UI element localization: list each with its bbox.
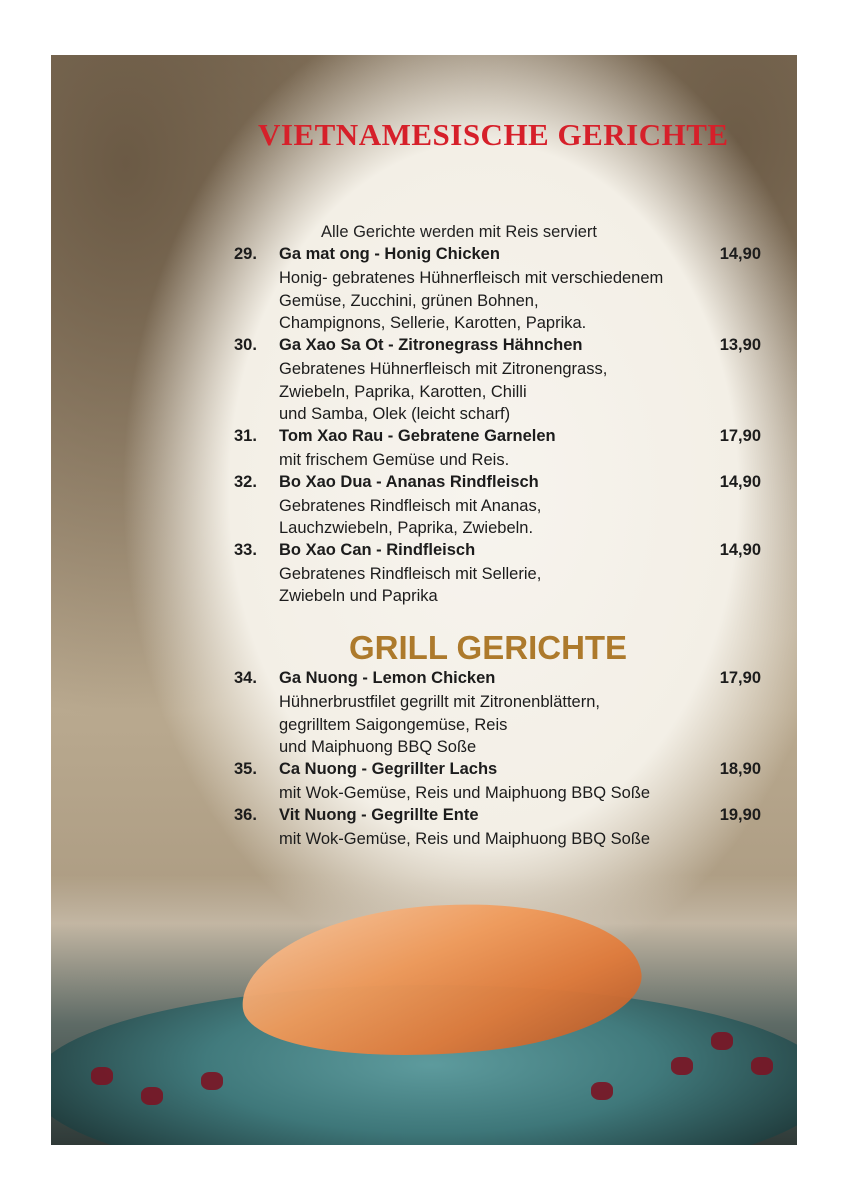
item-number: 29. (234, 245, 257, 263)
item-number: 35. (234, 760, 257, 778)
item-number: 31. (234, 427, 257, 445)
item-description: und Maiphuong BBQ Soße (279, 738, 477, 756)
menu-item-header (234, 427, 761, 449)
item-price: 19,90 (719, 805, 761, 824)
item-description: und Samba, Olek (leicht scharf) (279, 405, 511, 423)
item-name: Ga mat ong - Honig Chicken (279, 245, 500, 263)
item-number: 30. (234, 336, 257, 354)
item-name: Ga Nuong - Lemon Chicken (279, 669, 496, 687)
item-description: Gebratenes Rindfleisch mit Ananas, (279, 496, 542, 515)
item-price: 17,90 (719, 427, 761, 445)
item-name: Bo Xao Can - Rindfleisch (279, 540, 476, 559)
item-name: Tom Xao Rau - Gebratene Garnelen (279, 427, 556, 445)
item-description: mit Wok-Gemüse, Reis und Maiphuong BBQ Soße (279, 784, 651, 802)
section-title-grill: GRILL GERICHTE (349, 629, 628, 666)
item-price: 14,90 (719, 245, 761, 263)
item-description: Lauchzwiebeln, Paprika, Zwiebeln. (279, 519, 534, 537)
menu-item (234, 669, 761, 759)
item-name: Ga Xao Sa Ot - Zitronegrass Hähnchen (279, 336, 583, 354)
item-description: Champignons, Sellerie, Karotten, Paprika. (279, 314, 587, 332)
menu-item-header (234, 541, 761, 563)
menu-item-header (234, 806, 761, 828)
item-number: 34. (234, 669, 257, 687)
item-name: Vit Nuong - Gegrillte Ente (279, 805, 479, 824)
item-description: Zwiebeln, Paprika, Karotten, Chilli (279, 382, 527, 401)
menu-item-header (234, 760, 761, 782)
item-price: 14,90 (719, 540, 761, 559)
rice-note: Alle Gerichte werden mit Reis serviert (321, 223, 598, 241)
item-description: Gemüse, Zucchini, grünen Bohnen, (279, 291, 539, 310)
item-description: gegrilltem Saigongemüse, Reis (279, 715, 508, 734)
menu-item (234, 541, 761, 608)
menu-item (234, 245, 761, 335)
item-price: 18,90 (719, 760, 761, 778)
item-number: 36. (234, 805, 257, 824)
item-name: Bo Xao Dua - Ananas Rindfleisch (279, 472, 539, 491)
menu-item (234, 336, 761, 426)
item-price: 13,90 (719, 336, 761, 354)
menu-item-header (234, 473, 761, 495)
menu-item (234, 427, 761, 472)
menu-page (51, 55, 797, 1145)
item-description: Zwiebeln und Paprika (279, 587, 438, 606)
item-description: mit Wok-Gemüse, Reis und Maiphuong BBQ Soße (279, 829, 651, 848)
item-description: Honig- gebratenes Hühnerfleisch mit verschiedenem (279, 269, 664, 287)
menu-item (234, 760, 761, 805)
menu-item-header (234, 336, 761, 358)
item-description: Hühnerbrustfilet gegrillt mit Zitronenblättern, (279, 693, 600, 711)
menu-item (234, 473, 761, 540)
item-number: 33. (234, 540, 257, 559)
item-name: Ca Nuong - Gegrillter Lachs (279, 760, 498, 778)
menu-item-header (234, 669, 761, 691)
item-price: 17,90 (719, 669, 761, 687)
item-price: 14,90 (719, 472, 761, 491)
section-title-vietnamese: VIETNAMESISCHE GERICHTE (258, 117, 729, 152)
item-description: Gebratenes Rindfleisch mit Sellerie, (279, 564, 542, 583)
item-number: 32. (234, 472, 257, 491)
item-description: mit frischem Gemüse und Reis. (279, 451, 510, 469)
menu-item-header (234, 245, 761, 267)
menu-item (234, 806, 761, 851)
item-description: Gebratenes Hühnerfleisch mit Zitronengrass, (279, 360, 608, 378)
